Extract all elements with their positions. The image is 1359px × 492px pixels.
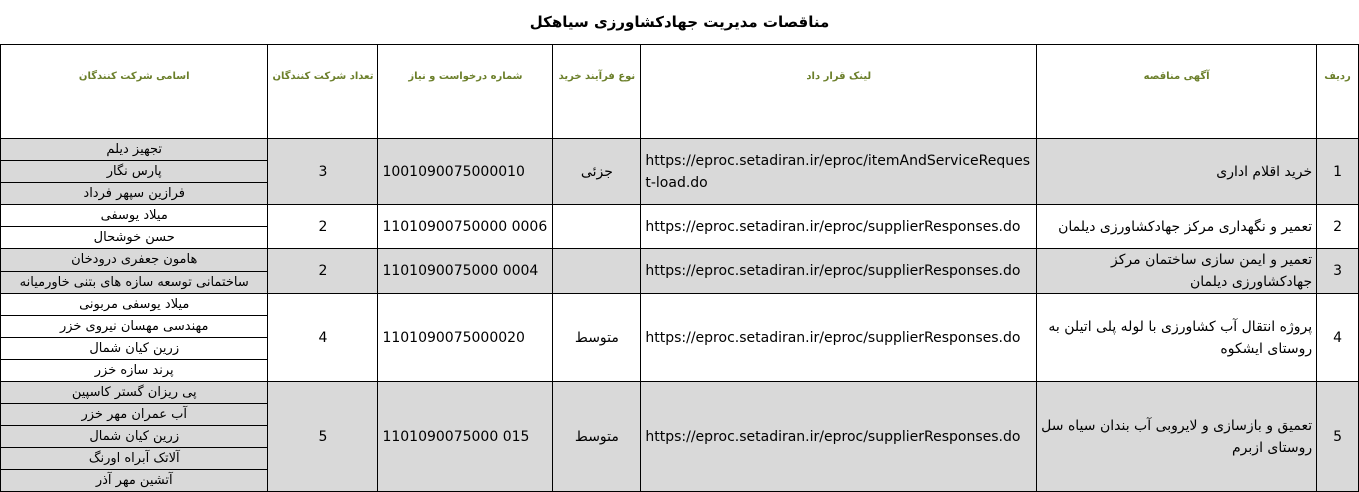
- table-row: [1, 249, 1359, 272]
- notice-text: تعمیق و بازسازی و لایروبی آب بندان سیاه سل روستای ازبرم: [1037, 382, 1317, 492]
- contract-link[interactable]: https://eproc.setadiran.ir/eproc/supplierResponses.do: [641, 205, 1037, 249]
- header-notice: آگهی مناقصه: [1037, 45, 1317, 139]
- contract-link[interactable]: https://eproc.setadiran.ir/eproc/supplierResponses.do: [641, 249, 1037, 294]
- participant-name: پرند سازه خزر: [1, 360, 268, 382]
- participant-name: پارس نگار: [1, 161, 268, 183]
- participant-name: مهندسی مهسان نیروی خزر: [1, 316, 268, 338]
- purchase-type: [553, 205, 641, 249]
- request-number: 11010900750000 0006: [378, 205, 553, 249]
- table-row: [1, 382, 1359, 404]
- page-title: مناقصات مدیریت جهادکشاورزی سیاهکل: [529, 13, 830, 31]
- row-number: 1: [1317, 139, 1359, 205]
- table-row: [1, 139, 1359, 161]
- participant-name: میلاد یوسفی: [1, 205, 268, 227]
- header-participant-count: تعداد شرکت کنندگان: [268, 45, 378, 139]
- table-row: [1, 294, 1359, 316]
- header-row-number: ردیف: [1317, 45, 1359, 139]
- table-row: [1, 205, 1359, 227]
- header-link: لینک قرار داد: [641, 45, 1037, 139]
- contract-link[interactable]: https://eproc.setadiran.ir/eproc/supplierResponses.do: [641, 382, 1037, 492]
- participant-name: ساختمانی توسعه سازه های بتنی خاورمیانه: [1, 271, 268, 294]
- tenders-table: [0, 44, 1359, 492]
- request-number: 1101090075000 0004: [378, 249, 553, 294]
- request-number: 1101090075000020: [378, 294, 553, 382]
- row-number: 5: [1317, 382, 1359, 492]
- participant-name: آتشین مهر آذر: [1, 470, 268, 492]
- notice-text: خرید اقلام اداری: [1037, 139, 1317, 205]
- row-number: 4: [1317, 294, 1359, 382]
- request-number: 1001090075000010: [378, 139, 553, 205]
- contract-link[interactable]: https://eproc.setadiran.ir/eproc/supplierResponses.do: [641, 294, 1037, 382]
- participant-count: 2: [268, 205, 378, 249]
- purchase-type: [553, 249, 641, 294]
- participant-name: آب عمران مهر خزر: [1, 404, 268, 426]
- participant-name: پی ریزان گستر کاسپین: [1, 382, 268, 404]
- participant-name: زرین کیان شمال: [1, 426, 268, 448]
- participant-count: 3: [268, 139, 378, 205]
- participant-name: فرازین سپهر فرداد: [1, 183, 268, 205]
- header-row: [1, 45, 1359, 139]
- participant-name: تجهیز دیلم: [1, 139, 268, 161]
- row-number: 3: [1317, 249, 1359, 294]
- contract-link[interactable]: https://eproc.setadiran.ir/eproc/itemAndServiceRequest-load.do: [641, 139, 1037, 205]
- participant-count: 2: [268, 249, 378, 294]
- header-purchase-type: نوع فرآیند خرید: [553, 45, 641, 139]
- header-participant-names: اسامی شرکت کنندگان: [1, 45, 268, 139]
- notice-text: پروژه انتقال آب کشاورزی با لوله پلی اتیلن به روستای ایشکوه: [1037, 294, 1317, 382]
- participant-name: هامون جعفری درودخان: [1, 249, 268, 272]
- purchase-type: متوسط: [553, 382, 641, 492]
- header-request-number: شماره درخواست و نیاز: [378, 45, 553, 139]
- participant-name: زرین کیان شمال: [1, 338, 268, 360]
- participant-count: 5: [268, 382, 378, 492]
- row-number: 2: [1317, 205, 1359, 249]
- participant-name: میلاد یوسفی مربونی: [1, 294, 268, 316]
- participant-name: آلاتک آبراه اورنگ: [1, 448, 268, 470]
- participant-name: حسن خوشحال: [1, 227, 268, 249]
- purchase-type: متوسط: [553, 294, 641, 382]
- notice-text: تعمیر و ایمن سازی ساختمان مرکز جهادکشاورزی دیلمان: [1037, 249, 1317, 294]
- purchase-type: جزئی: [553, 139, 641, 205]
- request-number: 1101090075000 015: [378, 382, 553, 492]
- participant-count: 4: [268, 294, 378, 382]
- notice-text: تعمیر و نگهداری مرکز جهادکشاورزی دیلمان: [1037, 205, 1317, 249]
